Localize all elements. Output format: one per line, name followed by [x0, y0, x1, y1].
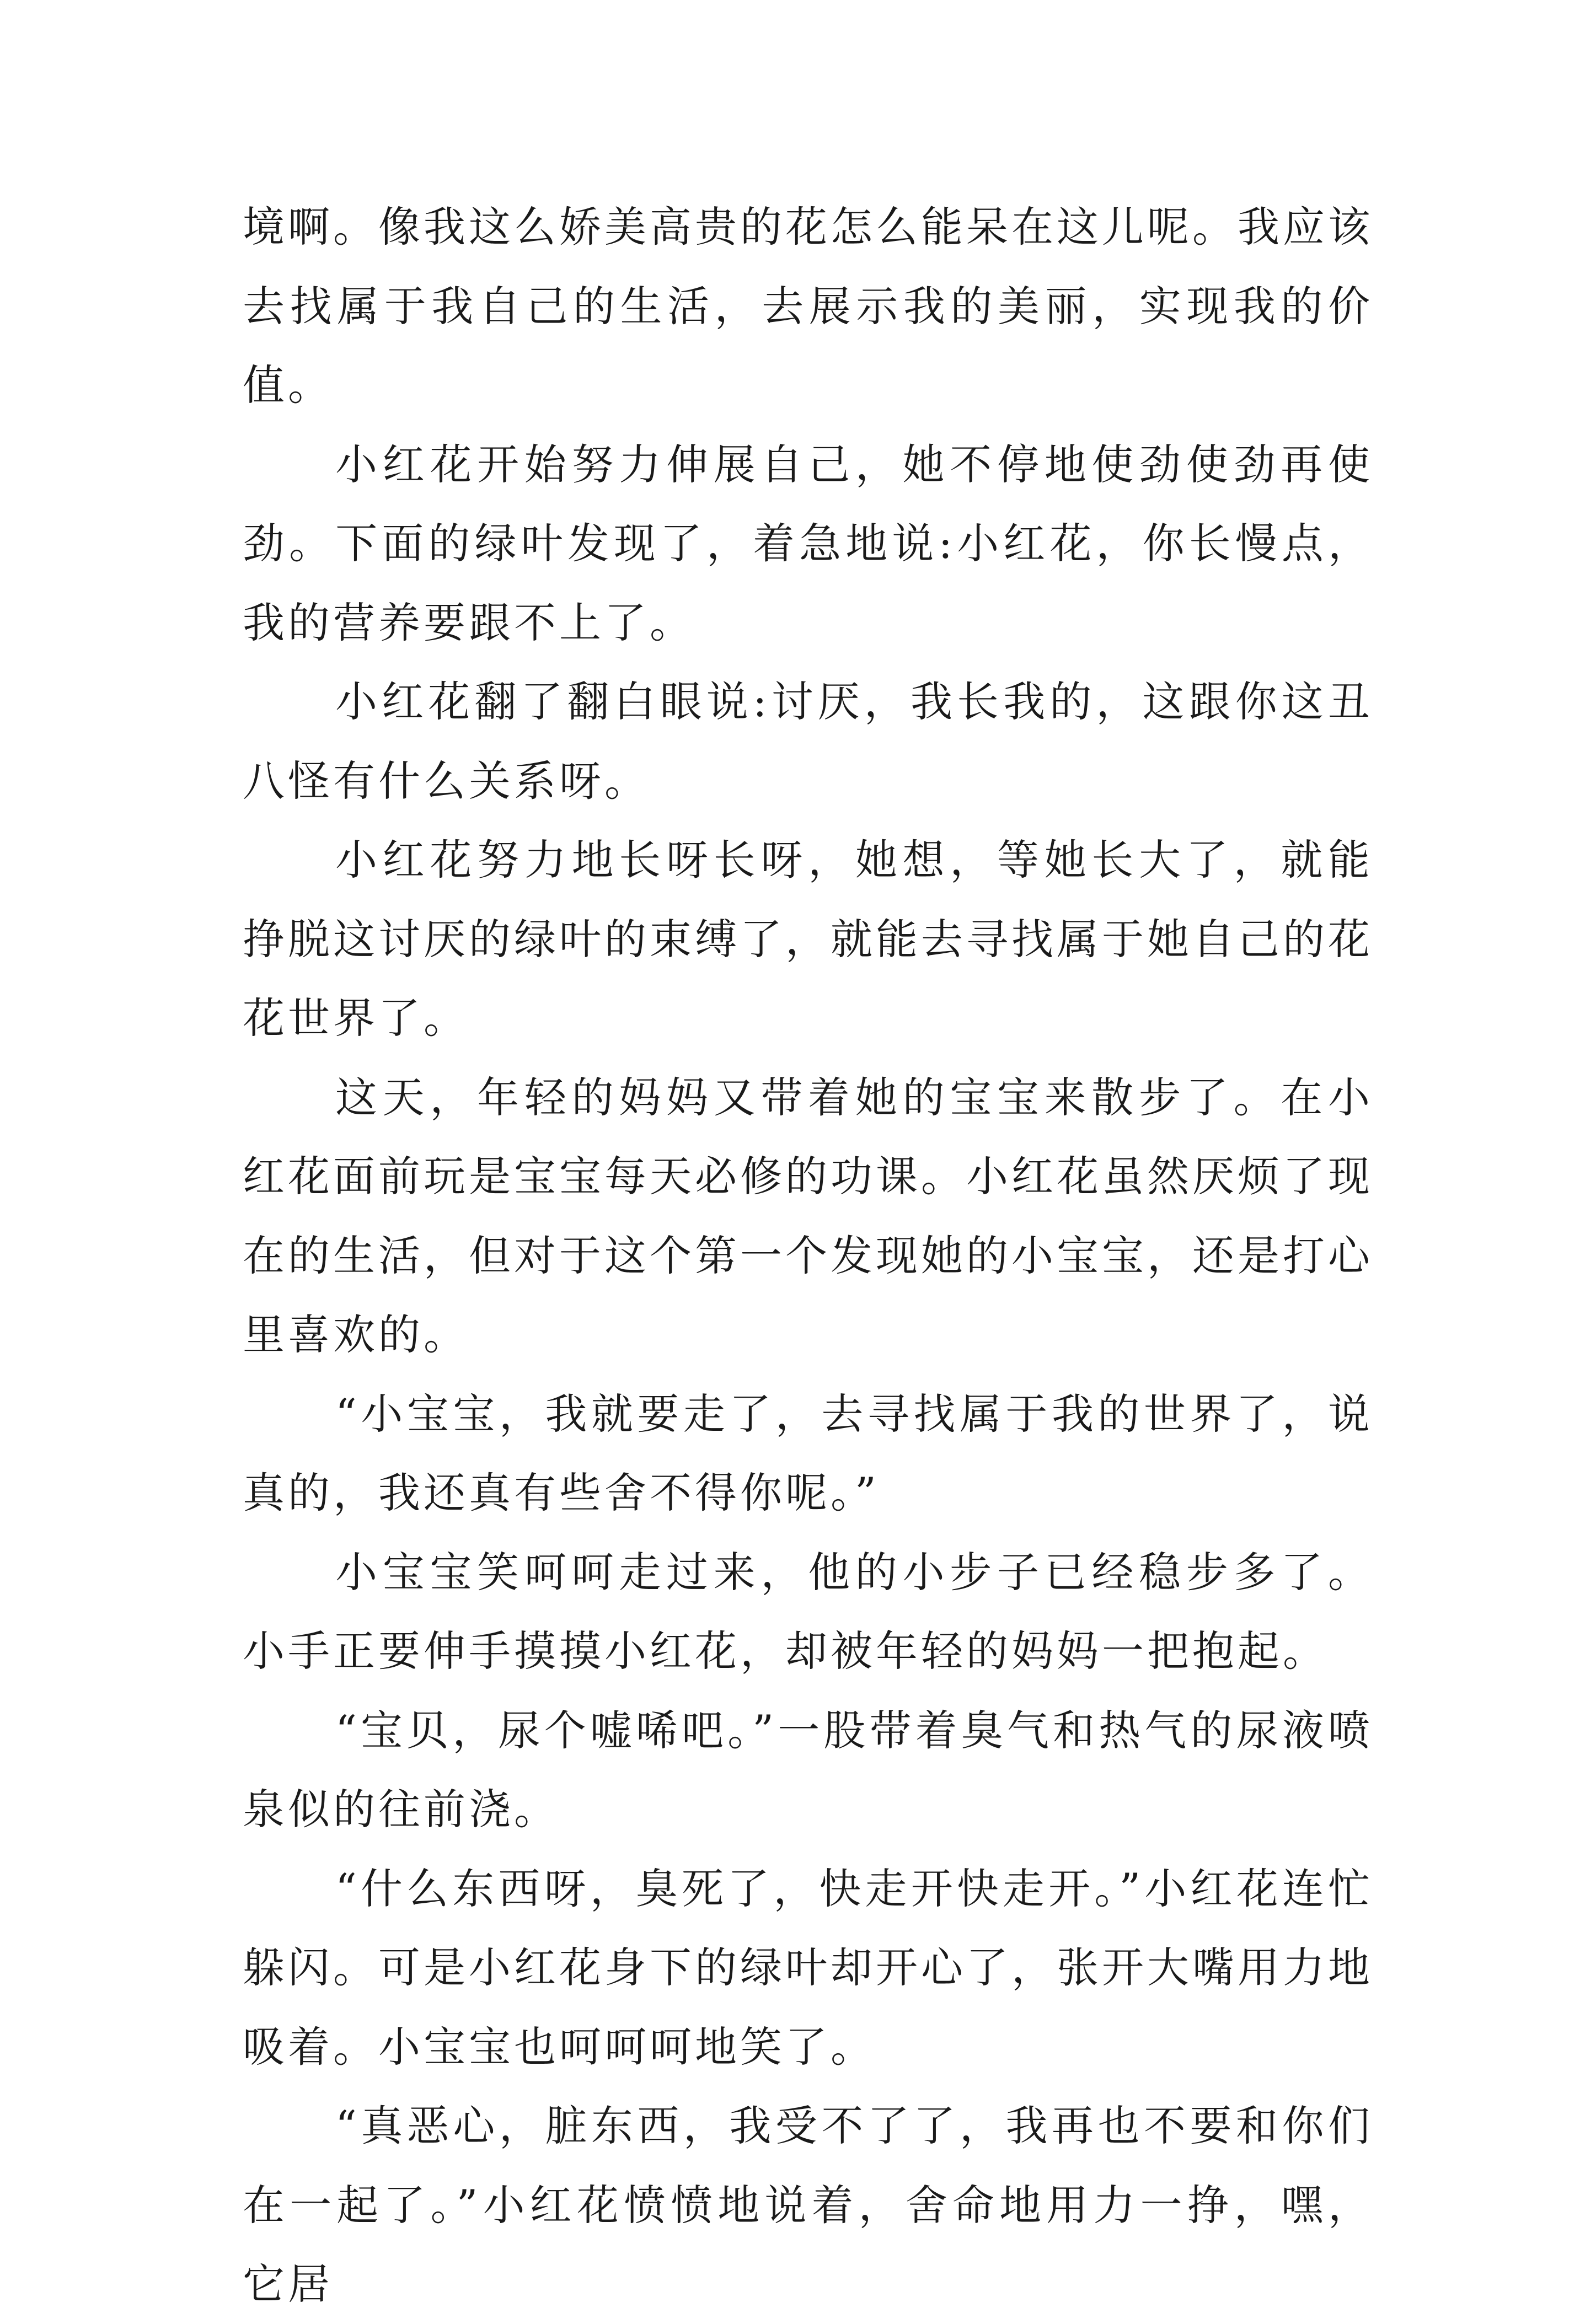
paragraph: “什么东西呀，臭死了，快走开快走开。”小红花连忙躲闪。可是小红花身下的绿叶却开心了，张开大嘴用力地吸着。小宝宝也呵呵呵地笑了。: [243, 1864, 1373, 2071]
paragraph: 境啊。像我这么娇美高贵的花怎么能呆在这儿呢。我应该去找属于我自己的生活，去展示我的美丽，实现我的价值。: [243, 202, 1373, 410]
paragraph: “小宝宝，我就要走了，去寻找属于我的世界了，说真的，我还真有些舍不得你呢。”: [243, 1389, 1373, 1517]
paragraph: 小红花翻了翻白眼说:讨厌，我长我的，这跟你这丑八怪有什么关系呀。: [243, 677, 1373, 806]
paragraph: 小红花开始努力伸展自己，她不停地使劲使劲再使劲。下面的绿叶发现了，着急地说:小红花，你长慢点，我的营养要跟不上了。: [243, 439, 1373, 647]
paragraph: “真恶心，脏东西，我受不了了，我再也不要和你们在一起了。”小红花愤愤地说着，舍命地用力一挣，嘿，它居: [243, 2101, 1373, 2309]
paragraph: “宝贝，尿个嘘唏吧。”一股带着臭气和热气的尿液喷泉似的往前浇。: [243, 1705, 1373, 1834]
paragraph: 小宝宝笑呵呵走过来，他的小步子已经稳步多了。小手正要伸手摸摸小红花，却被年轻的妈妈一把抱起。: [243, 1547, 1373, 1676]
paragraph: 这天，年轻的妈妈又带着她的宝宝来散步了。在小红花面前玩是宝宝每天必修的功课。小红花虽然厌烦了现在的生活，但对于这个第一个发现她的小宝宝，还是打心里喜欢的。: [243, 1072, 1373, 1359]
body-text: [243, 187, 1373, 2324]
paragraph: 小红花努力地长呀长呀，她想，等她长大了，就能挣脱这讨厌的绿叶的束缚了，就能去寻找属于她自己的花花世界了。: [243, 835, 1373, 1043]
